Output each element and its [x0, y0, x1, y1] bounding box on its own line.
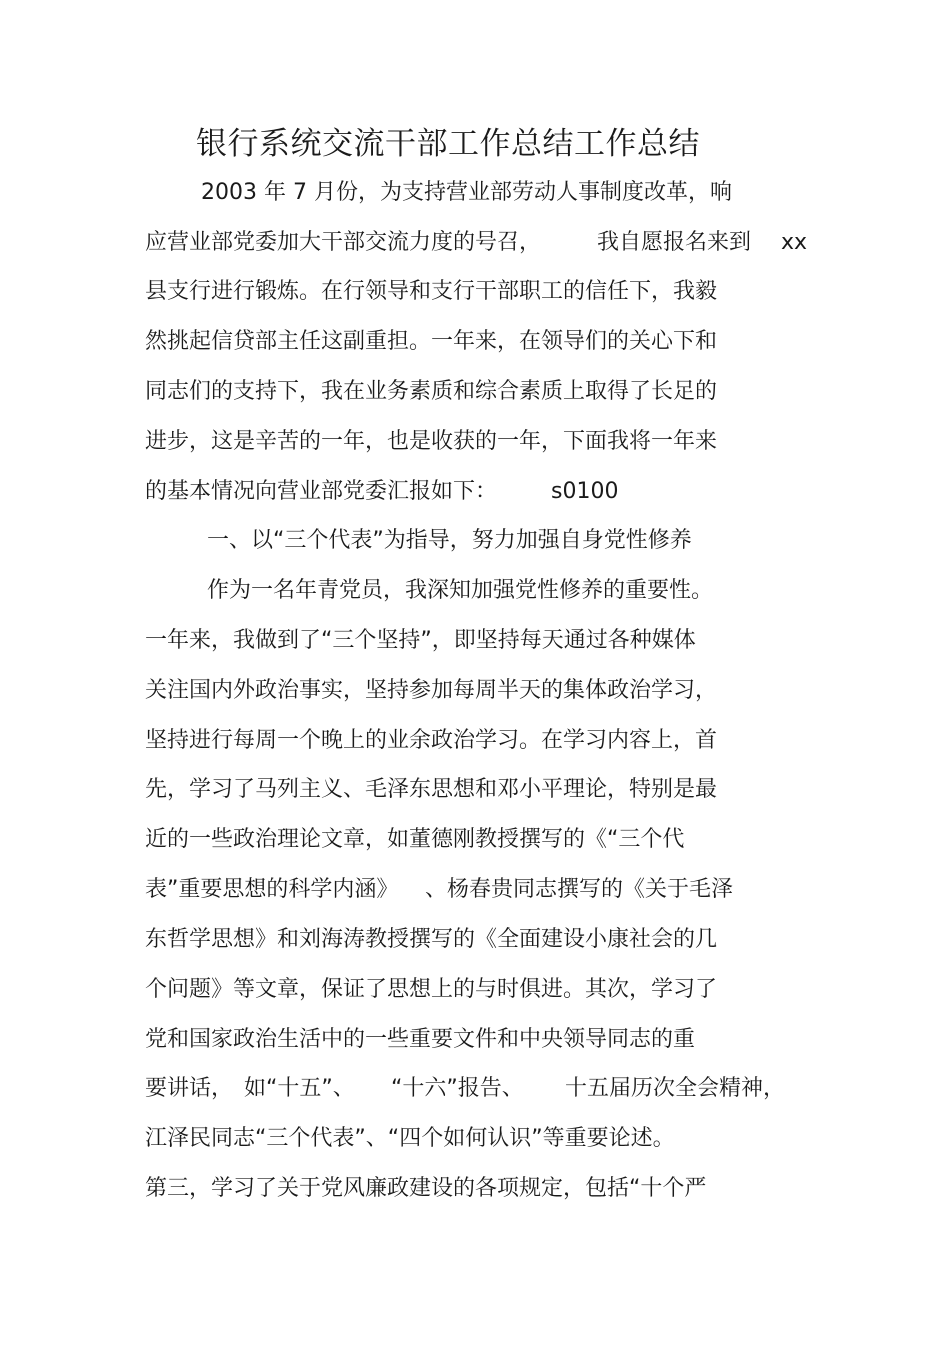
paragraph-line: 作为一名年青党员，我深知加强党性修养的重要性。: [207, 578, 714, 603]
paragraph-line: 然挑起信贷部主任这副重担。一年来，在领导们的关心下和: [145, 329, 718, 354]
paragraph-line: 县支行进行锻炼。在行领导和支行干部职工的信任下，我毅: [145, 279, 718, 304]
paragraph-line: 应营业部党委加大干部交流力度的号召，: [145, 230, 542, 255]
paragraph-line-segment: 十五届历次全会精神，: [565, 1076, 786, 1101]
paragraph-line-segment: 我自愿报名来到: [597, 230, 752, 255]
paragraph-line: 江泽民同志“三个代表”、“四个如何认识”等重要论述。: [145, 1126, 675, 1151]
paragraph-line: 表”重要思想的科学内涵》: [145, 877, 399, 902]
paragraph-line-segment: s0100: [551, 479, 619, 504]
paragraph-line-segment: “十六”报告、: [391, 1076, 524, 1101]
paragraph-line: 近的一些政治理论文章，如董德刚教授撰写的《“三个代: [145, 827, 685, 852]
paragraph-line: 坚持进行每周一个晚上的业余政治学习。在学习内容上，首: [145, 728, 718, 753]
paragraph-line: 个问题》等文章，保证了思想上的与时俱进。其次，学习了: [145, 977, 718, 1002]
paragraph-line: 要讲话，: [145, 1076, 234, 1101]
paragraph-line: 关注国内外政治事实，坚持参加每周半天的集体政治学习，: [145, 678, 718, 703]
paragraph-line: 的基本情况向营业部党委汇报如下：: [145, 479, 498, 504]
paragraph-line-segment: 如“十五”、: [244, 1076, 355, 1101]
paragraph-line: 一年来，我做到了“三个坚持”，即坚持每天通过各种媒体: [145, 628, 696, 653]
paragraph-line-segment: 、杨春贵同志撰写的《关于毛泽: [425, 877, 734, 902]
paragraph-line: 东哲学思想》和刘海涛教授撰写的《全面建设小康社会的几: [145, 927, 718, 952]
paragraph-line: 第三，学习了关于党风廉政建设的各项规定，包括“十个严: [145, 1176, 707, 1201]
paragraph-line: 先，学习了马列主义、毛泽东思想和邓小平理论，特别是最: [145, 777, 718, 802]
paragraph-line: 2003 年 7 月份，为支持营业部劳动人事制度改革，响: [201, 180, 732, 205]
document-title: 银行系统交流干部工作总结工作总结: [196, 126, 700, 162]
paragraph-line-segment: xx: [781, 230, 808, 255]
paragraph-line: 同志们的支持下，我在业务素质和综合素质上取得了长足的: [145, 379, 718, 404]
paragraph-line: 进步，这是辛苦的一年，也是收获的一年，下面我将一年来: [145, 429, 718, 454]
section-heading: 一、以“三个代表”为指导，努力加强自身党性修养: [207, 528, 692, 553]
paragraph-line: 党和国家政治生活中的一些重要文件和中央领导同志的重: [145, 1027, 696, 1052]
